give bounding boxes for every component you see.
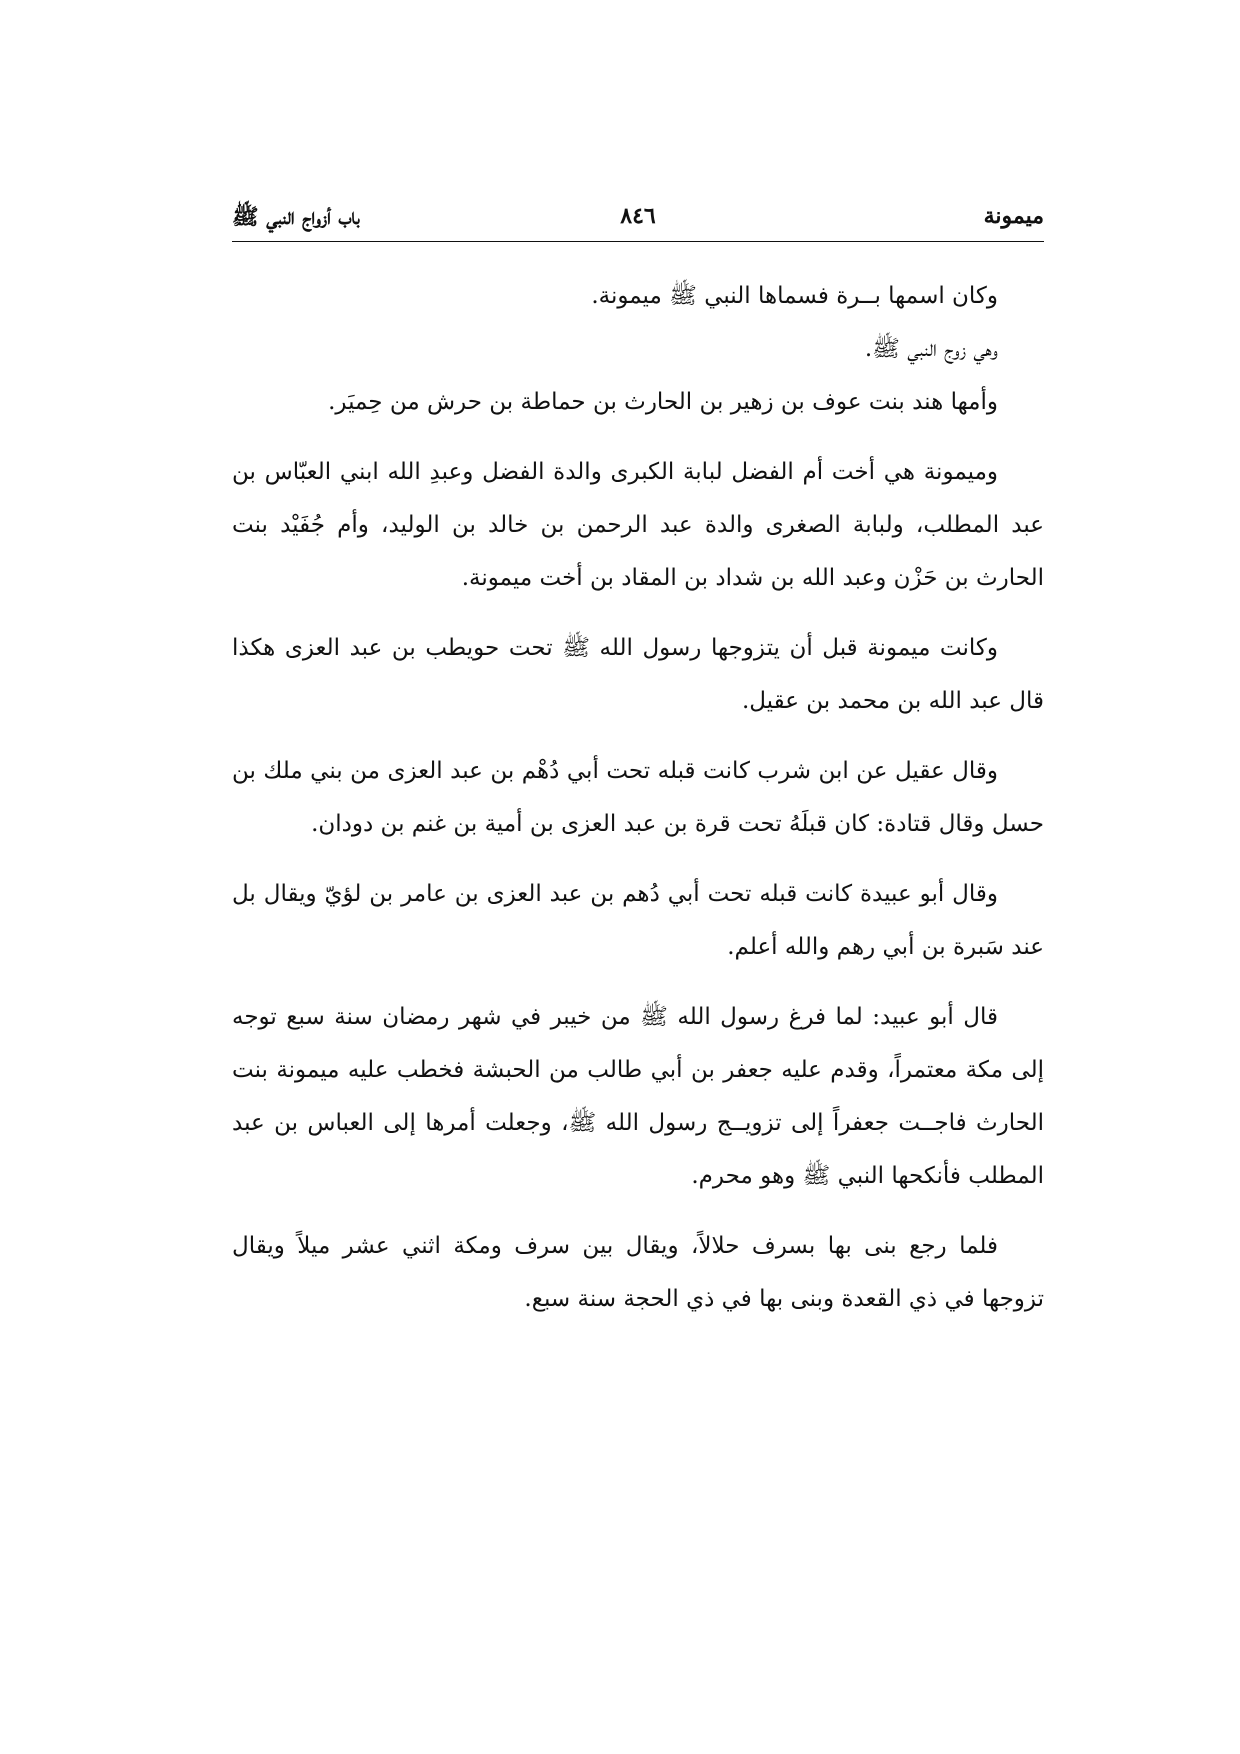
header-chapter-name: ميمونة	[983, 203, 1044, 229]
paragraph-2: وهي زوج النبي ﷺ.	[864, 336, 998, 362]
paragraph-1: وكان اسمها بــرة فسماها النبي ﷺ ميمونة.	[591, 283, 998, 309]
header-divider	[232, 241, 1044, 242]
paragraph-8: قال أبو عبيد: لما فرغ رسول الله ﷺ من خيبر في شهر رمضان سنة سبع توجه إلى مكة معتمراً، وقدم عليه جعفر بن أبي طالب من الحبشة فخطب عليه ميمونة بنت الحارث فاجــت جعفراً إلى تزويــج رسول الله ﷺ، وجعلت أمرها إلى العباس بن عبد المطلب فأنكحها النبي ﷺ وهو محرم.	[232, 1004, 1044, 1189]
running-header	[232, 203, 1044, 243]
header-section-title: باب أزواج النبي ﷺ	[232, 204, 360, 230]
paragraph-7: وقال أبو عبيدة كانت قبله تحت أبي دُهم بن عبد العزى بن عامر بن لؤيّ ويقال بل عند سَبرة بن أبي رهم والله أعلم.	[232, 881, 1044, 960]
paragraph-3: وأمها هند بنت عوف بن زهير بن الحارث بن حماطة بن حرش من حِميَر.	[328, 389, 998, 415]
body-text	[232, 270, 1044, 1343]
paragraph-6: وقال عقيل عن ابن شرب كانت قبله تحت أبي دُهْم بن عبد العزى من بني ملك بن حسل وقال قتادة: كان قبلَهُ تحت قرة بن عبد العزى بن أمية بن غنم بن دودان.	[232, 758, 1044, 837]
paragraph-4: وميمونة هي أخت أم الفضل لبابة الكبرى والدة الفضل وعبدِ الله ابني العبّاس بن عبد المطلب، ولبابة الصغرى والدة عبد الرحمن بن خالد بن الوليد، وأم جُفَيْد بنت الحارث بن حَزْن وعبد الله بن شداد بن المقاد بن أخت ميمونة.	[232, 459, 1044, 591]
paragraph-9: فلما رجع بنى بها بسرف حلالاً، ويقال بين سرف ومكة اثني عشر ميلاً ويقال تزوجها في ذي القعدة وبنى بها في ذي الحجة سنة سبع.	[232, 1233, 1044, 1312]
paragraph-5: وكانت ميمونة قبل أن يتزوجها رسول الله ﷺ تحت حويطب بن عبد العزى هكذا قال عبد الله بن محمد بن عقيل.	[232, 635, 1044, 714]
page-number: ٨٤٦	[620, 203, 656, 229]
